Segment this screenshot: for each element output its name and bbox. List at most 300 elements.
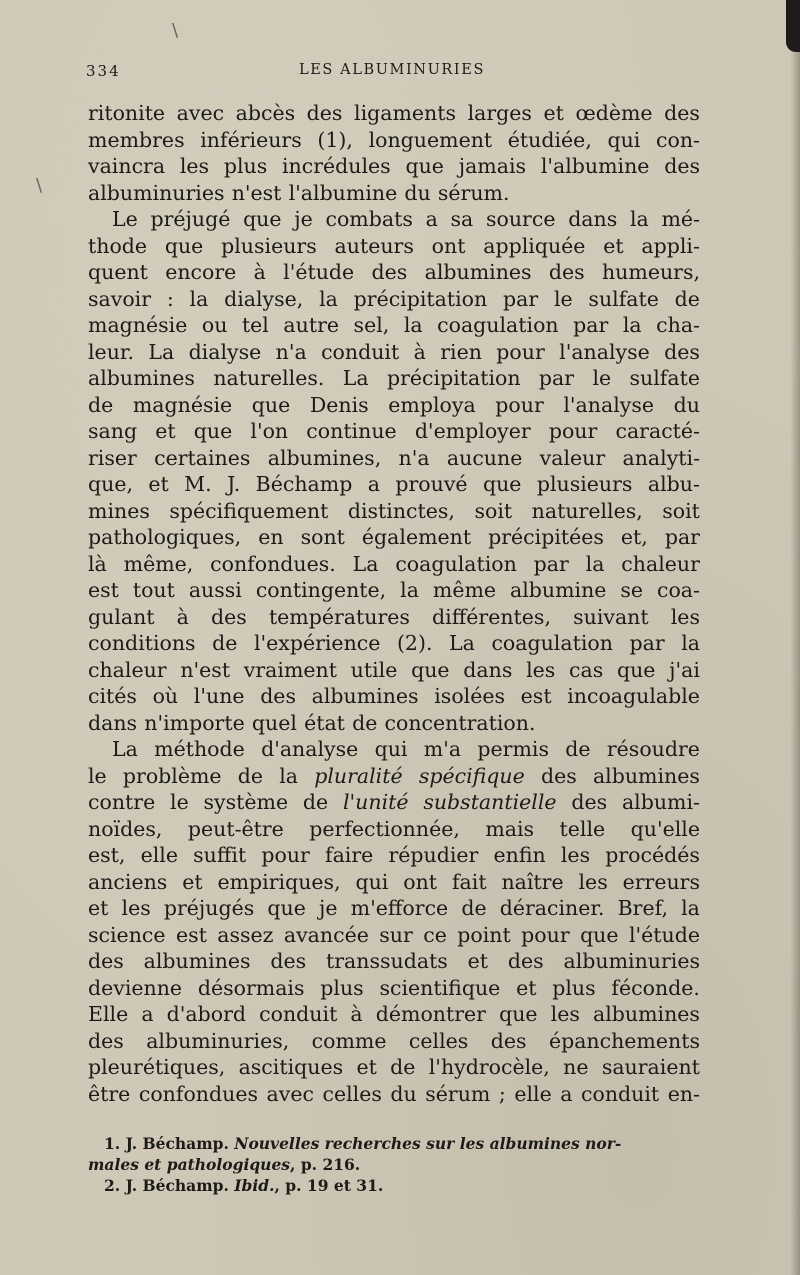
word: et [516,975,537,1000]
word: continue [306,419,397,443]
footnote-1-continuation [88,1154,700,1175]
text-line [88,604,700,631]
word: appliquée [483,233,586,258]
word: les [670,604,700,629]
word: a [367,472,380,496]
footnote-1 [88,1133,700,1154]
word: Bref, [617,896,668,920]
word: telle [559,816,606,841]
word: ou [201,313,228,337]
word: n'a [275,339,307,364]
word: caracté- [615,419,700,443]
word: le [553,286,573,311]
word: plus [320,975,364,1000]
word: l'albumine [540,154,650,178]
word: appli- [641,233,700,258]
word: la [189,286,209,311]
text-line [88,100,700,127]
word: cités [88,684,137,708]
word: et [155,419,176,443]
text-line [88,975,700,1002]
word: conditions [88,631,196,655]
word: qui [355,869,389,894]
footnote-1-number: 1. [104,1134,121,1153]
word: celles [408,1028,469,1053]
word: du [404,180,431,205]
word: qui [607,127,641,152]
word: assez [217,922,274,947]
word: la [681,631,700,655]
text-line [88,286,700,313]
word: confondues. [210,551,336,576]
word: l'hydrocèle, [428,1055,550,1079]
word: aussi [188,578,242,602]
word: que [267,896,306,920]
word: en [258,525,284,549]
text-line [88,657,700,684]
word: à [176,604,189,629]
word: jamais [458,154,527,178]
word: des [540,763,577,788]
word: cas [569,657,604,682]
word: des [507,949,544,973]
word: la [403,313,423,337]
word: La [342,366,369,390]
footnote-2-title: Ibid. [234,1176,275,1195]
word: erreurs [622,869,700,894]
word: savoir [88,286,152,311]
word: magnésie [132,392,233,417]
footnote-2-ref: , p. 19 et 31. [274,1176,384,1195]
word: n'a [398,445,430,470]
word: de [461,896,487,920]
word: d'abord [166,1002,247,1026]
word: de [390,1055,416,1079]
word: autre [283,313,340,337]
word: dans [88,710,138,735]
word: l'analyse [559,339,650,364]
word: les [578,869,608,894]
text-line [88,445,700,472]
word: le [170,790,189,814]
word: des [664,339,700,364]
word: et [356,1055,377,1079]
word: albuminuries [88,180,225,205]
word: répudier [388,843,479,867]
margin-mark-left: \ [36,175,43,196]
word: par [538,366,575,390]
page-header [86,62,698,86]
word: Le [112,207,138,231]
word: de [565,737,591,761]
word: du [390,1081,417,1106]
footnote-2-author: J. Béchamp. [125,1176,229,1195]
word: ont [403,869,438,894]
word: celles [322,1081,382,1106]
margin-mark-top: \ [172,20,179,41]
footnote-2 [88,1175,700,1196]
word: précipitées [488,525,604,549]
word: noïdes, [88,816,163,841]
word: températures [268,604,410,629]
word: qu'elle [630,816,700,841]
word: empiriques, [217,869,341,894]
word: je [319,896,338,920]
word: ritonite [88,101,166,125]
word: con- [656,127,700,152]
word: féconde. [611,975,700,1000]
word: par [573,313,609,337]
word: sa [450,207,474,231]
word: est [175,922,207,947]
word: distinctes, [347,498,455,523]
word: par [629,631,665,655]
text-line [88,471,700,498]
word: soit [474,498,513,523]
word: sauraient [601,1055,700,1079]
word: des [664,154,700,178]
footnotes [88,1133,700,1196]
text-line [88,736,700,763]
word: des [88,949,124,973]
word: le [592,366,612,390]
word: précipitation [353,286,488,311]
word: coa- [656,578,700,602]
word: dans [463,657,513,682]
word: albumines [593,1002,700,1026]
word: pour [495,392,544,417]
word: des [306,101,343,125]
word: pour [521,922,570,947]
word: du [673,392,700,417]
word: que [616,657,656,682]
word: point [457,922,511,947]
word: j'ai [669,657,700,682]
text-line [88,869,700,896]
word: n'est [180,657,231,682]
word: ce [423,922,447,947]
word: épanchements [548,1028,700,1053]
word: ne [563,1055,589,1079]
word: résoudre [606,737,700,761]
word: albumines [311,684,419,708]
word: coagulation [395,551,517,576]
text-line [88,922,700,949]
text-line [88,233,700,260]
text-line [88,895,700,922]
word: sur [379,922,413,947]
word: l'on [250,419,289,443]
word: Denis [309,392,369,417]
word: et [467,949,489,973]
text-line [88,180,700,207]
word: d'employer [414,419,531,443]
text-line [88,1028,700,1055]
word: se [620,578,644,602]
word: de [88,392,114,417]
page-edge-shadow [790,0,800,1275]
word: précipitation [386,366,521,390]
word: des [664,101,700,125]
word: tout [132,578,175,602]
word: l'analyse [563,392,654,417]
text-line [88,816,700,843]
word: suivant [573,604,649,629]
word: chaleur [88,657,167,682]
word: n'est [231,180,282,205]
word: état [304,710,345,735]
word: à [350,1002,363,1026]
word: transsudats [326,949,448,973]
word: à [413,339,426,364]
word: concentration. [384,710,536,735]
text-line [88,577,700,604]
word: des [548,260,585,284]
word: la [279,763,299,788]
word: des [490,1028,527,1053]
word: contre [88,790,156,814]
word: je [294,207,313,231]
word: Béchamp [255,472,353,496]
word: humeurs, [601,260,700,284]
word: a [560,1081,573,1106]
word: préjugé [150,207,231,231]
word: des [211,604,247,629]
text-line [88,259,700,286]
word: quel [251,710,297,735]
word: mais [485,816,535,841]
word: combats [325,207,413,231]
word: que [580,922,619,947]
word: magnésie [88,313,188,337]
word: œdème [575,101,653,125]
footnote-1-author: J. Béchamp. [125,1134,229,1153]
word: sérum [425,1081,491,1106]
word: que [482,472,522,496]
word: les [550,1002,580,1026]
word: cha- [656,313,700,337]
word: que [411,657,450,682]
word: albumine [509,578,607,602]
word: que [243,207,282,231]
word: spécifiquement [169,498,329,523]
word: et [148,472,169,496]
body-text [88,100,700,1107]
word: faire [325,843,374,867]
word: là [88,551,107,576]
word: que [499,1002,538,1026]
word: pour [496,339,545,364]
word: le [88,763,107,788]
word: la [585,551,605,576]
text-line [88,763,700,790]
word: peut-être [187,816,284,841]
text-line [88,206,700,233]
word: ont [431,233,466,258]
text-line [88,683,700,710]
word: vaincra [88,154,166,178]
word: l'expérience [253,631,381,655]
word: incoagulable [567,684,700,708]
word: Elle [88,1002,129,1026]
word: a [141,1002,154,1026]
word: m'a [423,737,462,761]
word: ascitiques [238,1055,344,1079]
word: quent [88,260,148,284]
word: l'une [193,684,245,708]
word: (2). [396,631,433,655]
word: la [681,896,700,920]
word: membres [88,127,185,152]
word: tel [241,313,269,337]
word: a [425,207,438,231]
word: où [152,684,179,708]
word: des [88,1028,124,1053]
word: de [237,763,264,788]
word: gulant [88,604,155,629]
word: être [88,1081,131,1106]
word: à [253,260,266,284]
word: devienne [88,975,183,1000]
text-line [88,339,700,366]
text-line [88,551,700,578]
word: naître [501,869,564,894]
word: encore [165,260,237,284]
word: est [520,684,552,708]
word: que [251,392,291,417]
word: La [148,339,175,364]
word: albumines [592,763,700,788]
word: et [88,896,109,920]
word: conduit [581,1081,660,1106]
word: M. [184,472,212,496]
word: l'albumine [288,180,398,205]
word: auteurs [334,233,414,258]
word: vraiment [243,657,337,682]
word: étudiée, [507,127,592,152]
word: larges [467,101,532,125]
word: les [526,657,556,682]
word: que [405,154,444,178]
word: (1), [317,127,353,152]
word: les [179,154,210,178]
word: dialyse, [224,286,304,311]
page-edge-mark [786,0,800,52]
word: avec [266,1081,314,1106]
footnote-2-number: 2. [104,1176,121,1195]
text-line [88,312,700,339]
word: valeur [539,445,606,470]
word: sont [300,525,345,549]
word: avancée [283,922,369,947]
word: La [112,737,138,761]
word: en- [667,1081,700,1106]
word: employa [388,392,476,417]
word: même [432,578,497,602]
word: soit [662,498,700,523]
word: sulfate [588,286,659,311]
text-line [88,127,700,154]
word: dans [568,207,618,231]
word: prouvé [395,472,468,496]
word: de [674,286,700,311]
text-line [88,153,700,180]
word: l'étude [628,922,700,947]
word: problème [122,763,222,788]
word: sel, [353,313,390,337]
word: pluralité [314,763,403,788]
word: de [302,790,329,814]
word: que, [88,472,133,496]
word: la [629,207,649,231]
word: permis [477,737,549,761]
word: n'importe [144,710,245,735]
word: science [88,922,166,947]
word: de [352,710,378,735]
word: coagulation [491,631,613,655]
word: fait [451,869,487,894]
text-line [88,524,700,551]
word: et [603,233,624,258]
word: pathologiques, [88,525,242,549]
word: que [193,419,233,443]
word: albumi- [621,790,700,814]
word: conduit [259,1002,338,1026]
text-line [88,498,700,525]
word: des [571,790,608,814]
word: confondues [138,1081,258,1106]
word: la [622,313,642,337]
word: chaleur [621,551,700,576]
word: déraciner. [499,896,605,920]
footnote-1-title: Nouvelles recherches sur les albumines nor- [234,1134,622,1153]
word: mé- [661,207,700,231]
word: différentes, [432,604,551,629]
word: les [121,896,151,920]
word: inférieurs [200,127,302,152]
word: albumines [88,366,195,390]
word: utile [350,657,398,682]
word: d'analyse [261,737,359,761]
word: est, [88,843,126,867]
word: la [319,286,338,311]
word: par [533,551,569,576]
text-line [88,1081,700,1108]
word: des [270,949,307,973]
word: plus [552,975,596,1000]
word: la [400,578,419,602]
word: perfectionnée, [309,816,460,841]
word: La [449,631,475,655]
word: contingente, [255,578,387,602]
text-line [88,789,700,816]
word: des [260,684,296,708]
word: sérum. [437,180,510,205]
word: certaines [154,445,251,470]
word: pour [261,843,310,867]
word: l'unité [342,790,409,814]
word: de [212,631,238,655]
word: La [352,551,379,576]
word: mines [88,498,150,523]
word: est [88,578,119,602]
word: préjugés [163,896,255,920]
word: isolées [434,684,506,708]
word: pleurétiques, [88,1055,226,1079]
word: albumines, [267,445,382,470]
text-line [88,418,700,445]
text-line [88,392,700,419]
